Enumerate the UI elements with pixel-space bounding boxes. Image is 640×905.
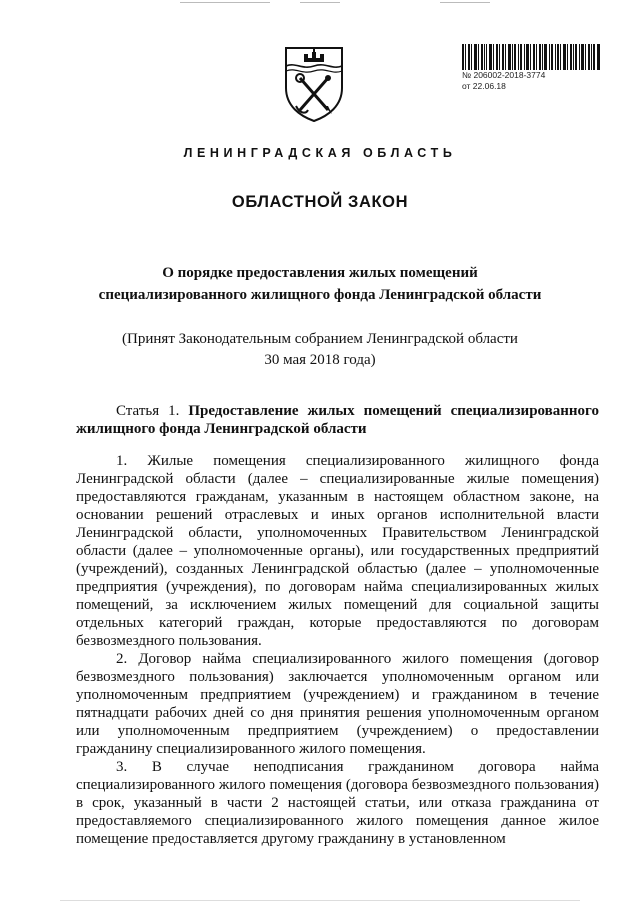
scan-artifact-top [180,2,270,3]
law-title [60,262,580,306]
paragraph: 2. Договор найма специализированного жилого помещения (договор безвозмездного пользования) заключается уполномоченным органом или уполномоченным предприятием (учреждением) и гражданином в течение пятнадцати рабочих дней со дня принятия решения уполномоченным органом или уполномоченным предприятием (учреждением) о предоставлении гражданину специализированного жилого помещения. [76,651,599,757]
article-label: Статья 1. [116,403,180,419]
adoption-note-line: 30 мая 2018 года) [264,352,376,368]
article-heading [76,402,599,438]
law-type-heading: ОБЛАСТНОЙ ЗАКОН [231,193,409,211]
registration-number: № 206002-2018-3774 [462,70,546,80]
scan-artifact-top [440,2,490,3]
registration-date: от 22.06.18 [462,81,506,91]
barcode-icon [462,44,600,70]
scan-artifact-top [300,2,340,3]
coat-of-arms-emblem [282,44,346,124]
adoption-note [60,329,580,371]
article-title: Предоставление жилых помещений специализированного жилищного фонда Ленинградской области [76,403,599,437]
law-title-line: специализированного жилищного фонда Ленинградской области [98,287,542,303]
law-title-line: О порядке предоставления жилых помещений [162,265,478,281]
scan-artifact-bottom [60,900,580,901]
registration-stamp [462,44,602,92]
article-body [76,452,599,848]
region-heading: ЛЕНИНГРАДСКАЯ ОБЛАСТЬ [183,146,457,160]
paragraph: 3. В случае неподписания гражданином договора найма специализированного жилого помещения (договора безвозмездного пользования) в срок, указанный в части 2 настоящей статьи, или отказа гражданина от предоставляемого специализированного жилого помещения данное жилое помещение предоставляется другому гражданину в установленном [76,759,599,847]
paragraph: 1. Жилые помещения специализированного жилищного фонда Ленинградской области (далее – специализированные жилые помещения) предоставляются гражданам, указанным в настоящем областном законе, на основании решений отраслевых и иных органов исполнительной власти Ленинградской области, уполномоченных Правительством Ленинградской области (далее – уполномоченные органы), или государственных предприятий (учреждений), созданных Ленинградской областью (далее – уполномоченные предприятия (учреждения), по договорам найма специализированных жилых помещений, за исключением жилых помещений для социальной защиты отдельных категорий граждан, которые предоставляются по договорам безвозмездного пользования. [76,453,599,649]
adoption-note-line: (Принят Законодательным собранием Ленинградской области [122,331,518,347]
